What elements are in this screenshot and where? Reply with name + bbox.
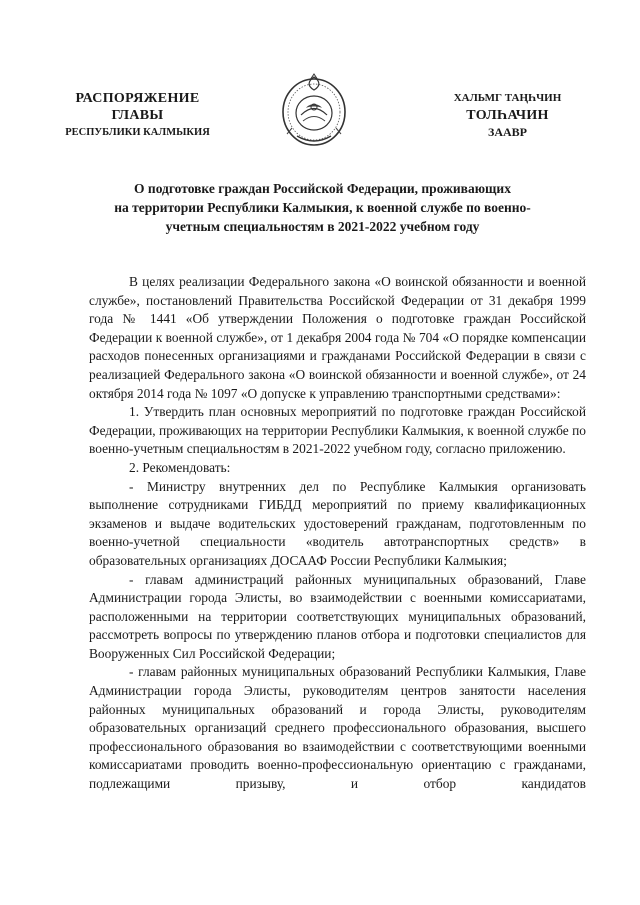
item-2-paragraph: 2. Рекомендовать: bbox=[129, 459, 231, 475]
document-body bbox=[89, 273, 586, 794]
header-right-line3: ЗААВР bbox=[488, 125, 527, 139]
title-line: О подготовке граждан Российской Федерации, проживающих bbox=[134, 181, 511, 196]
title-line: учетным специальностям в 2021-2022 учебном году bbox=[165, 219, 480, 234]
header-left-block bbox=[50, 90, 225, 141]
sub-item-2-paragraph: - главам администраций районных муниципальных образований, Главе Администрации города Элисты, во взаимодействии с военными комиссариатами, расположенными на территории соответствующих муниципальных образований, рассмотреть вопросы по утверждению планов отбора и подготовки специалистов для Вооруженных Сил Российской Федерации; bbox=[89, 571, 586, 661]
header-left-line1: РАСПОРЯЖЕНИЕ bbox=[75, 91, 200, 106]
header-left-line2: ГЛАВЫ bbox=[111, 108, 164, 123]
sub-item-3-paragraph: - главам районных муниципальных образований Республики Калмыкия, Главе Администрации города Элисты, руководителям центров занятости населения районных муниципальных образований и города Элисты, руководителям образовательных организаций среднего профессионального образования, высшего профессионального образования во взаимодействии с соответствующими военными комиссариатами проводить военно-профессиональную ориентацию с гражданами, подлежащими призыву, и отбор кандидатов bbox=[89, 664, 586, 792]
preamble-paragraph: В целях реализации Федерального закона «О воинской обязанности и военной службе», постановлений Правительства Российской Федерации от 31 декабря 1999 года № 1441 «Об утверждении Положения о подготовке граждан Российской Федерации к военной службе», от 1 декабря 2004 года № 704 «О порядке компенсации расходов понесенных организациями и гражданами Российской Федерации в связи с реализацией Федерального закона «О воинской обязанности и военной службе», от 24 октября 2014 года № 1097 «О допуске к управлению транспортными средствами»: bbox=[89, 274, 586, 401]
document-title bbox=[70, 179, 575, 236]
title-line: на территории Республики Калмыкия, к военной службе по военно- bbox=[114, 200, 531, 215]
coat-of-arms-icon bbox=[279, 72, 349, 148]
header-right-line2: ТОЛҺАЧИН bbox=[466, 108, 549, 123]
sub-item-1-paragraph: - Министру внутренних дел по Республике Калмыкия организовать выполнение сотрудниками ГИБДД мероприятий по приему квалификационных экзаменов и выдаче водительских удостоверений гражданам, подготовленным по военно-учетной специальности «водитель автотранспортных средств» в образовательных организациях ДОСААФ России Республики Калмыкия; bbox=[89, 478, 586, 568]
header-left-line3: РЕСПУБЛИКИ КАЛМЫКИЯ bbox=[65, 127, 210, 138]
header-right-line1: ХАЛЬМГ ТАҢҺЧИН bbox=[453, 92, 562, 104]
header-right-block bbox=[420, 90, 595, 141]
item-1-paragraph: 1. Утвердить план основных мероприятий по подготовке граждан Российской Федерации, проживающих на территории Республики Калмыкия, к военной службе по военно-учетным специальностям в 2021-2022 учебном году, согласно приложению. bbox=[89, 404, 586, 457]
